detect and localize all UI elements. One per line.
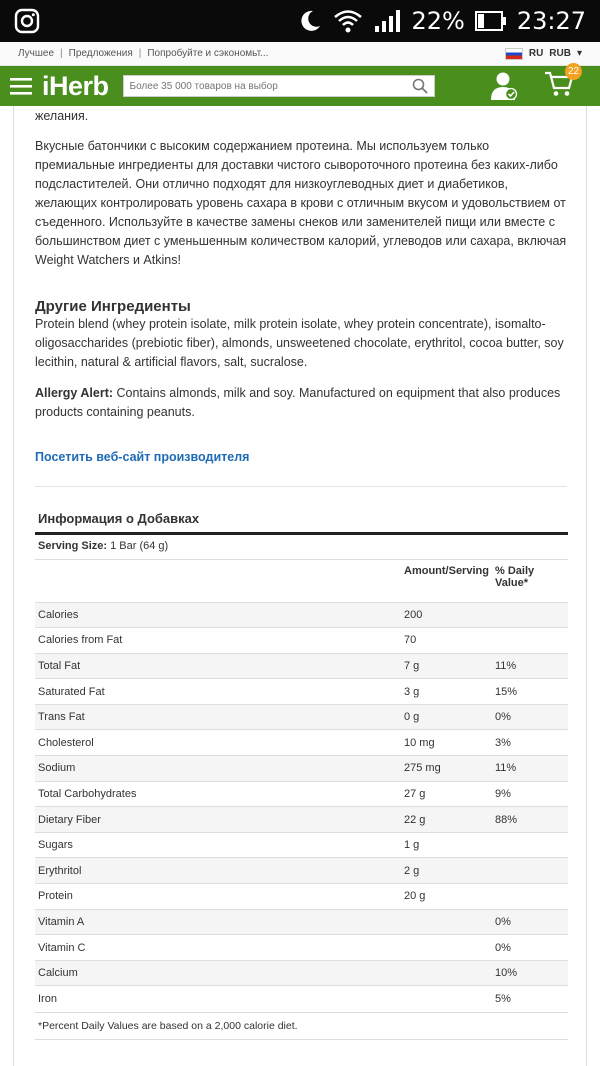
- cell-dv: [492, 858, 568, 884]
- ingredients-title: Другие Ингредиенты: [35, 298, 191, 315]
- cell-amount: 22 g: [401, 807, 492, 833]
- cell-name: Calories: [35, 602, 401, 628]
- language-code: RU: [528, 48, 544, 59]
- cell-amount: 27 g: [401, 781, 492, 807]
- status-bar: [0, 0, 600, 42]
- battery-icon: [475, 10, 507, 32]
- cell-dv: [492, 602, 568, 628]
- top-link-best[interactable]: Лучшее: [18, 48, 55, 59]
- cell-name: Sugars: [35, 832, 401, 858]
- cell-name: Dietary Fiber: [35, 807, 401, 833]
- table-row: [35, 781, 568, 807]
- cell-amount: [401, 960, 492, 986]
- nutrition-table: [35, 560, 568, 1012]
- col-header-amount: Amount/Serving: [404, 565, 489, 577]
- cell-dv: 0%: [492, 909, 568, 935]
- col-header-nutrient: [35, 560, 401, 602]
- allergy-alert: [35, 384, 567, 422]
- cell-amount: [401, 909, 492, 935]
- instagram-icon: [14, 8, 40, 34]
- col-header-daily-value: % Daily Value*: [495, 565, 535, 589]
- cell-name: Erythritol: [35, 858, 401, 884]
- cell-dv: 11%: [492, 756, 568, 782]
- cell-dv: [492, 832, 568, 858]
- table-row: [35, 832, 568, 858]
- search-input[interactable]: [130, 81, 412, 92]
- cell-amount: 200: [401, 602, 492, 628]
- table-row: [35, 884, 568, 910]
- cell-dv: 11%: [492, 653, 568, 679]
- table-row: [35, 986, 568, 1012]
- cell-dv: 5%: [492, 986, 568, 1012]
- daily-value-footnote: *Percent Daily Values are based on a 2,000 calorie diet.: [35, 1012, 568, 1040]
- cell-amount: 20 g: [401, 884, 492, 910]
- cell-name: Iron: [35, 986, 401, 1012]
- cell-name: Calories from Fat: [35, 628, 401, 654]
- table-row: [35, 602, 568, 628]
- cell-amount: 70: [401, 628, 492, 654]
- signal-icon: [373, 8, 401, 34]
- cell-name: Protein: [35, 884, 401, 910]
- cell-amount: [401, 986, 492, 1012]
- cell-dv: 10%: [492, 960, 568, 986]
- table-row: [35, 807, 568, 833]
- cell-amount: 0 g: [401, 704, 492, 730]
- cell-dv: 3%: [492, 730, 568, 756]
- cart-button[interactable]: [544, 65, 580, 103]
- cell-name: Total Fat: [35, 653, 401, 679]
- cell-name: Sodium: [35, 756, 401, 782]
- cell-dv: [492, 628, 568, 654]
- cell-name: Calcium: [35, 960, 401, 986]
- description-text: Вкусные батончики с высоким содержанием протеина. Мы используем только премиальные ингредиенты для доставки чистого сывороточного протеина без каких-либо подсластителей. Они отлично подходят для низкоуглеводных диет и диабетиков, желающих контролировать уровень сахара в крови с отличным вкусом и удовольствием от съеденного. Используйте в качестве замены снеков или заменителей пищи или вместе с большинством диет с уменьшенным количеством калорий, углеводов или сахара, включая Weight Watchers и Atkins!: [35, 139, 567, 267]
- cell-amount: 7 g: [401, 653, 492, 679]
- iherb-logo[interactable]: iHerb: [42, 70, 109, 101]
- currency-code: RUB: [549, 48, 571, 59]
- serving-size-label: Serving Size:: [38, 540, 108, 552]
- cell-dv: 0%: [492, 704, 568, 730]
- supplement-facts: [35, 507, 568, 1040]
- cell-amount: 3 g: [401, 679, 492, 705]
- cell-name: Cholesterol: [35, 730, 401, 756]
- wifi-icon: [333, 8, 363, 34]
- russia-flag-icon: [505, 48, 523, 60]
- manufacturer-website-link[interactable]: Посетить веб-сайт производителя: [35, 450, 250, 464]
- table-row: [35, 960, 568, 986]
- product-content: [13, 106, 587, 1066]
- allergy-text: Contains almonds, milk and soy. Manufactured on equipment that also produces products containing peanuts.: [35, 386, 561, 419]
- search-box[interactable]: [123, 75, 435, 97]
- cell-amount: 275 mg: [401, 756, 492, 782]
- table-row: [35, 628, 568, 654]
- search-icon[interactable]: [412, 78, 428, 94]
- cell-name: Trans Fat: [35, 704, 401, 730]
- cell-name: Saturated Fat: [35, 679, 401, 705]
- cell-dv: 15%: [492, 679, 568, 705]
- table-row: [35, 704, 568, 730]
- table-row: [35, 653, 568, 679]
- cell-name: Vitamin A: [35, 909, 401, 935]
- allergy-label: Allergy Alert:: [35, 386, 114, 400]
- table-row: [35, 935, 568, 961]
- serving-size: [35, 535, 568, 560]
- cell-dv: 9%: [492, 781, 568, 807]
- table-row: [35, 730, 568, 756]
- table-row: [35, 756, 568, 782]
- cell-amount: 10 mg: [401, 730, 492, 756]
- cell-amount: 1 g: [401, 832, 492, 858]
- top-link-offers[interactable]: Предложения: [68, 48, 133, 59]
- table-row: [35, 909, 568, 935]
- clock: 23:27: [516, 7, 586, 35]
- account-icon[interactable]: [490, 71, 518, 101]
- cell-amount: [401, 935, 492, 961]
- site-header: [0, 66, 600, 106]
- section-divider: [35, 486, 567, 487]
- serving-size-value: 1 Bar (64 g): [107, 540, 169, 552]
- locale-selector[interactable]: [505, 48, 582, 60]
- menu-icon[interactable]: [10, 77, 32, 95]
- cell-name: Vitamin C: [35, 935, 401, 961]
- top-link-try-save[interactable]: Попробуйте и сэкономьт...: [147, 48, 269, 59]
- table-row: [35, 679, 568, 705]
- cell-amount: 2 g: [401, 858, 492, 884]
- moon-icon: [297, 8, 323, 34]
- cell-dv: 88%: [492, 807, 568, 833]
- supplement-facts-title: Информация о Добавках: [35, 507, 568, 535]
- table-row: [35, 858, 568, 884]
- caret-down-icon: ▾: [576, 48, 582, 59]
- cell-dv: 0%: [492, 935, 568, 961]
- description-intro-tail: желания.: [35, 109, 89, 123]
- cell-name: Total Carbohydrates: [35, 781, 401, 807]
- cell-dv: [492, 884, 568, 910]
- cart-count-badge: 22: [565, 63, 582, 80]
- battery-percent: 22%: [411, 7, 465, 35]
- top-nav-strip: Лучшее | Предложения | Попробуйте и сэкономьт... RU RUB ▾: [0, 42, 600, 66]
- ingredients-text: Protein blend (whey protein isolate, milk protein isolate, whey protein concentrate), isomalto-oligosaccharides (prebiotic fiber), almonds, unsweetened chocolate, erythritol, cocoa butter, soy lecithin, natural & artificial flavors, salt, sucralose.: [35, 317, 564, 369]
